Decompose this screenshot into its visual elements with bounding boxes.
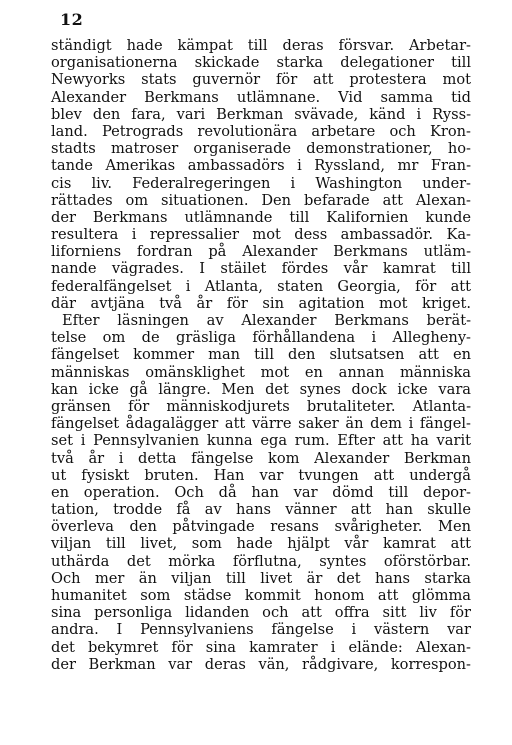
text-line: tation, trodde få av hans vänner att han skulle [51,501,471,519]
text-line: uthärda det mörka förflutna, syntes oförstörbar. [51,552,471,570]
text-line: der Berkman var deras vän, rådgivare, korrespon- [51,655,471,673]
text-line: liforniens fordran på Alexander Berkmans utläm- [51,243,471,261]
text-line: resultera i repressalier mot dess ambassadör. Ka- [51,226,471,244]
text-line: andra. I Pennsylvaniens fängelse i västern var [51,621,471,639]
text-line: gränsen för människodjurets brutaliteter. Atlanta- [51,397,471,415]
text-line: det bekymret för sina kamrater i elände: Alexan- [51,638,471,656]
text-line: två år i detta fängelse kom Alexander Berkman [51,449,471,467]
text-line: kan icke gå längre. Men det synes dock icke vara [51,380,471,398]
text-line: ut fysiskt bruten. Han var tvungen att undergå [51,466,471,484]
text-line: fängelset ådagalägger att värre saker än dem i fängel- [51,415,471,433]
text-line: der Berkmans utlämnande till Kalifornien kunde [51,208,471,226]
text-line: Och mer än viljan till livet är det hans starka [51,569,471,587]
text-line: tande Amerikas ambassadörs i Ryssland, mr Fran- [51,157,471,175]
text-line: där avtjäna två år för sin agitation mot kriget. [51,294,471,312]
text-line: överleva den påtvingade resans svårigheter. Men [51,518,471,536]
text-line: rättades om situationen. Den befarade att Alexan- [51,191,471,209]
body-text [51,37,471,673]
text-line: Efter läsningen av Alexander Berkmans berät- [62,312,471,329]
text-line: en operation. Och då han var dömd till depor- [51,483,471,501]
text-line: sina personliga lidanden och att offra sitt liv för [51,604,471,622]
text-line: nande vägrades. I stäilet fördes vår kamrat till [51,260,471,278]
text-line: människas omänsklighet mot en annan människa [51,363,471,381]
text-line: cis liv. Federalregeringen i Washington under- [51,174,471,192]
text-line: blev den fara, vari Berkman svävade, känd i Ryss- [51,105,471,123]
text-line: Newyorks stats guvernör för att protestera mot [51,71,471,89]
text-line: stadts matroser organiserade demonstrationer, ho- [51,140,471,158]
text-line: fängelset kommer man till den slutsatsen att en [51,346,471,364]
text-line: federalfängelset i Atlanta, staten Georgia, för att [51,277,471,295]
text-line: viljan till livet, som hade hjälpt vår kamrat att [51,535,471,553]
text-line: humanitet som städse kommit honom att glömma [51,587,471,604]
text-line: ständigt hade kämpat till deras försvar. Arbetar- [51,37,471,54]
text-line: land. Petrograds revolutionära arbetare och Kron- [51,122,471,140]
page-number: 12 [60,10,84,29]
text-line: telse om de gräsliga förhållandena i Allegheny- [51,329,471,347]
text-line: organisationerna skickade starka delegationer till [51,54,471,72]
text-line: set i Pennsylvanien kunna ega rum. Efter att ha varit [51,432,471,450]
text-line: Alexander Berkmans utlämnane. Vid samma tid [51,88,471,106]
